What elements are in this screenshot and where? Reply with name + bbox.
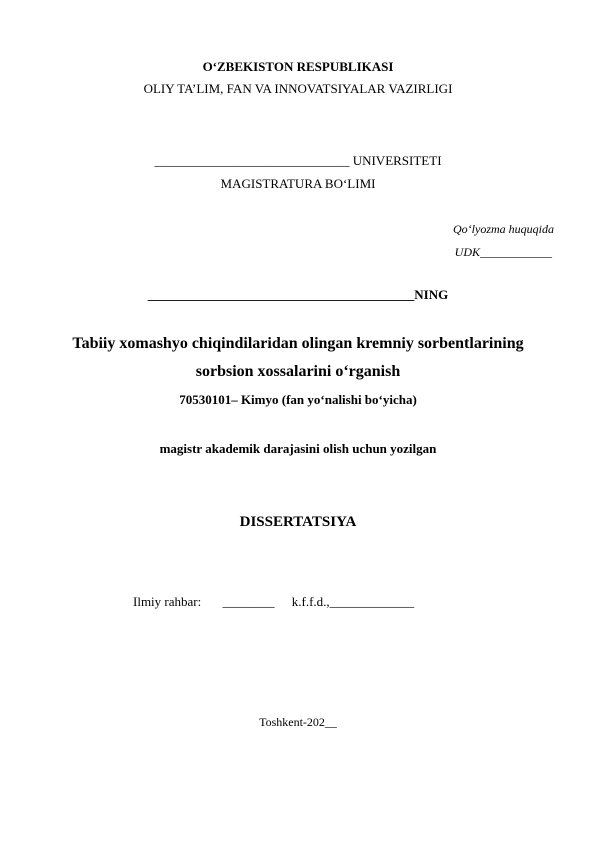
document-type: DISSERTATSIYA [239, 514, 357, 530]
dissertation-title-line2: sorbsion xossalarini o‘rganish [195, 363, 401, 380]
author-line: _________________________________________NING [147, 287, 449, 302]
dissertation-title-line1: Tabiiy xomashyo chiqindilaridan olingan kremniy sorbentlarining [72, 335, 524, 352]
republic-heading: O‘ZBEKISTON RESPUBLIKASI [202, 59, 394, 74]
supervisor-line [133, 594, 414, 610]
manuscript-rights: Qo‘lyozma huquqida [453, 222, 554, 236]
ministry-heading: OLIY TA’LIM, FAN VA INNOVATSIYALAR VAZIRLIGI [143, 81, 453, 96]
supervisor-label: Ilmiy rahbar: [133, 594, 202, 609]
university-heading: ______________________________ UNIVERSITETI [154, 153, 442, 168]
department-heading: MAGISTRATURA BO‘LIMI [220, 176, 376, 191]
udk-field: UDK____________ [454, 245, 552, 259]
supervisor-degree: k.f.f.d.,_____________ [291, 594, 415, 609]
supervisor-name-blank: ________ [222, 594, 275, 609]
degree-purpose: magistr akademik darajasini olish uchun yozilgan [159, 441, 437, 456]
specialty-code: 70530101– Kimyo (fan yo‘nalishi bo‘yicha) [179, 392, 417, 407]
place-year: Toshkent-202__ [259, 715, 337, 729]
